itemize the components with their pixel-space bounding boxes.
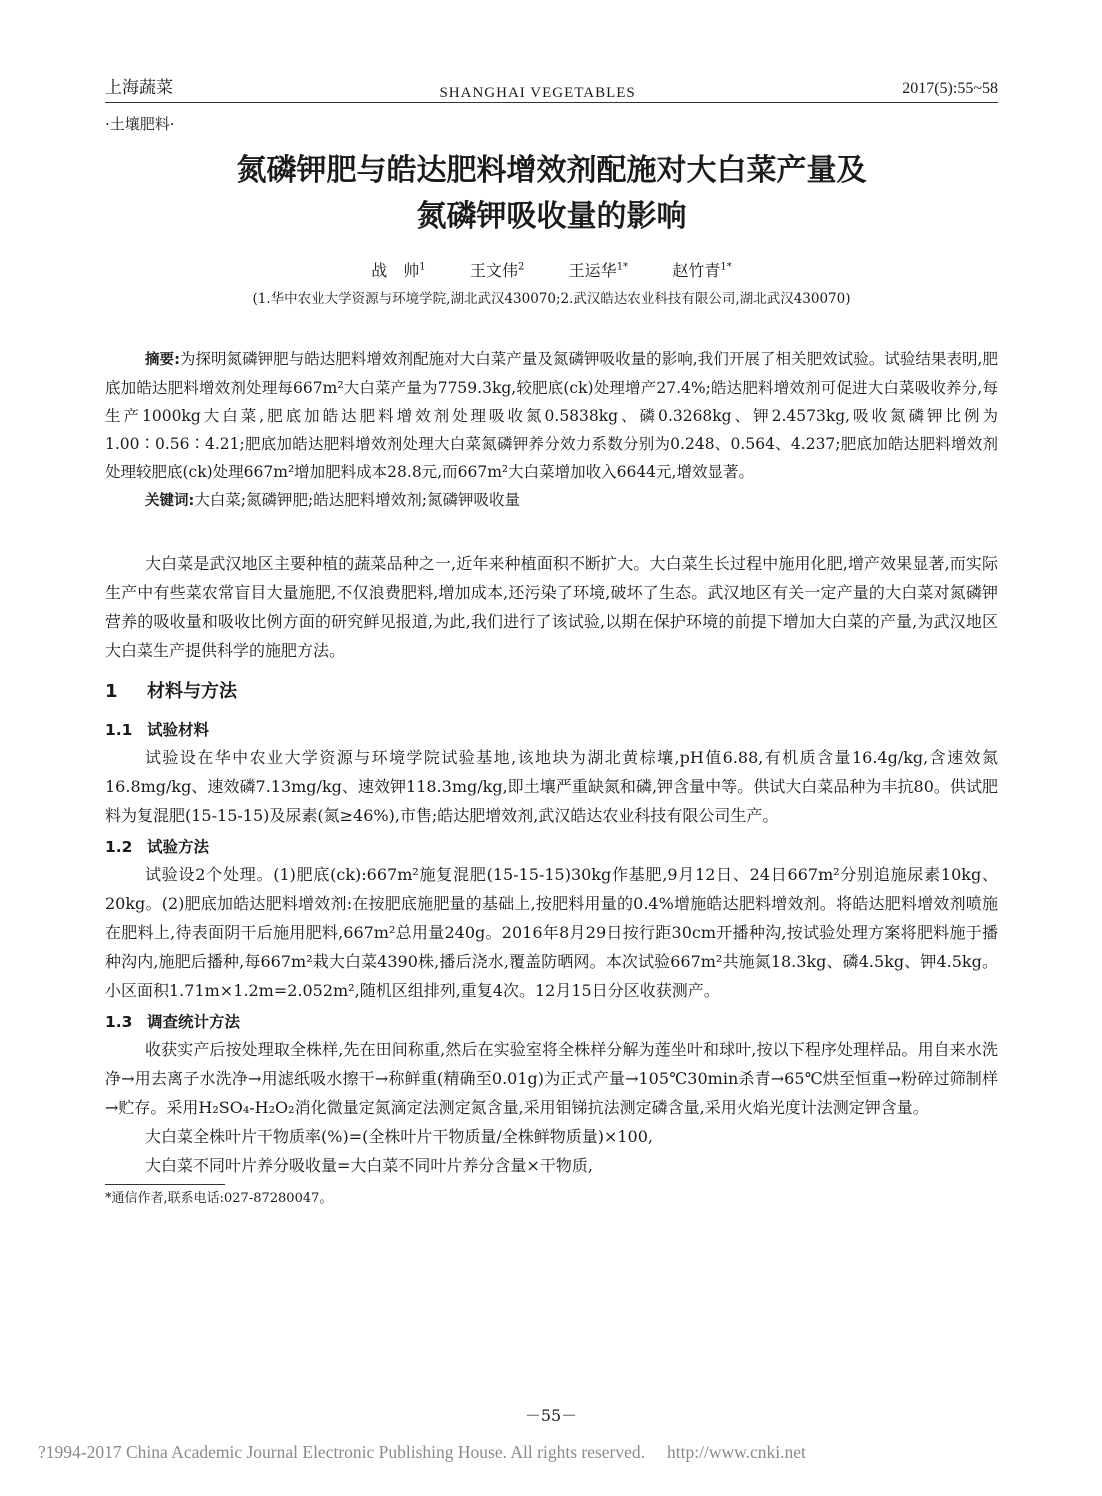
keywords-paragraph xyxy=(105,486,998,515)
author-list xyxy=(105,258,998,281)
formula-nutrient-uptake: 大白菜不同叶片养分吸收量=大白菜不同叶片养分含量×干物质, xyxy=(145,1156,593,1175)
keywords-label: 关键词: xyxy=(145,493,195,509)
title-line-2: 氮磷钾吸收量的影响 xyxy=(416,199,687,234)
section-heading-1-3: 1.3 调查统计方法 xyxy=(105,1013,241,1031)
abstract-label: 摘要: xyxy=(145,352,180,368)
keywords-text: 大白菜;氮磷钾肥;皓达肥料增效剂;氮磷钾吸收量 xyxy=(194,491,520,509)
journal-name-en: SHANGHAI VEGETABLES xyxy=(439,85,636,101)
issue-pages: 2017(5):55~58 xyxy=(902,80,998,97)
abstract xyxy=(105,345,998,515)
section-1-1-body: 试验设在华中农业大学资源与环境学院试验基地,该地块为湖北黄棕壤,pH值6.88,有机质含量16.4g/kg,含速效氮16.8mg/kg、速效磷7.13mg/kg、速效钾118.3mg/kg,即土壤严重缺氮和磷,钾含量中等。供试大白菜品种为丰抗80。供试肥料为复混肥(15-15-15)及尿素(氮≥46%),市售;皓达肥增效剂,武汉皓达农业科技有限公司生产。 xyxy=(105,748,998,825)
copyright-text: ?1994-2017 China Academic Journal Electronic Publishing House. All rights reserved. xyxy=(38,1442,646,1462)
intro-paragraph: 大白菜是武汉地区主要种植的蔬菜品种之一,近年来种植面积不断扩大。大白菜生长过程中施用化肥,增产效果显著,而实际生产中有些菜农常盲目大量施肥,不仅浪费肥料,增加成本,还污染了环境,破坏了生态。武汉地区有关一定产量的大白菜对氮磷钾营养的吸收量和吸收比例方面的研究鲜见报道,为此,我们进行了该试验,以期在保护环境的前提下增加大白菜的产量,为武汉地区大白菜生产提供科学的施肥方法。 xyxy=(105,554,998,660)
section-heading-1: 1 材料与方法 xyxy=(105,681,237,702)
title-line-1: 氮磷钾肥与皓达肥料增效剂配施对大白菜产量及 xyxy=(236,153,867,188)
page-number: －55－ xyxy=(524,1406,578,1425)
paper-page xyxy=(105,68,998,1206)
running-header xyxy=(105,68,998,103)
column-tag: ·土壤肥料· xyxy=(105,115,175,133)
author: 赵竹青$^{1*}$ xyxy=(672,261,732,280)
author: 战 帅$^1$ xyxy=(371,261,426,280)
author: 王运华$^{1*}$ xyxy=(568,261,629,280)
section-1-2-body: 试验设2个处理。(1)肥底(ck):667m²施复混肥(15-15-15)30kg作基肥,9月12日、24日667m²分别追施尿素10kg、20kg。(2)肥底加皓达肥料增效剂:在按肥底施肥量的基础上,按肥料用量的0.4%增施皓达肥料增效剂。将皓达肥料增效剂喷施在肥料上,待表面阴干后施用肥料,667m²总用量240g。2016年8月29日按行距30cm开播种沟,按试验处理方案将肥料施于播种沟内,施肥后播种,每667m²栽大白菜4390株,播后浇水,覆盖防晒网。本次试验667m²共施氮18.3kg、磷4.5kg、钾4.5kg。小区面积1.71m×1.2m=2.052m²,随机区组排列,重复4次。12月15日分区收获测产。 xyxy=(105,865,998,1000)
cnki-url: http://www.cnki.net xyxy=(667,1442,806,1462)
section-1-3-body: 收获实产后按处理取全株样,先在田间称重,然后在实验室将全株样分解为莲坐叶和球叶,按以下程序处理样品。用自来水洗净→用去离子水洗净→用滤纸吸水擦干→称鲜重(精确至0.01g)为正式产量→105℃30min杀青→65℃烘至恒重→粉碎过筛制样→贮存。采用H₂SO₄-H₂O₂消化微量定氮滴定法测定氮含量,采用钼锑抗法测定磷含量,采用火焰光度计法测定钾含量。 大白菜全株叶片干物质率(%)=(全株叶片干物质量/全株鲜物质量)×100, 大白菜不同叶片养分吸收量=大白菜不同叶片养分含量×干物质, xyxy=(105,1035,998,1180)
abstract-text: 为探明氮磷钾肥与皓达肥料增效剂配施对大白菜产量及氮磷钾吸收量的影响,我们开展了相关肥效试验。试验结果表明,肥底加皓达肥料增效剂处理每667m²大白菜产量为7759.3kg,较肥底(ck)处理增产27.4%;皓达肥料增效剂可促进大白菜吸收养分,每生产1000kg大白菜,肥底加皓达肥料增效剂处理吸收氮0.5838kg、磷0.3268kg、钾2.4573kg,吸收氮磷钾比例为1.00∶0.56∶4.21;肥底加皓达肥料增效剂处理大白菜氮磷钾养分效力系数分别为0.248、0.564、4.237;肥底加皓达肥料增效剂处理较肥底(ck)处理667m²增加肥料成本28.8元,而667m²大白菜增加收入6644元,增效显著。 xyxy=(105,350,998,481)
formula-dry-matter: 大白菜全株叶片干物质率(%)=(全株叶片干物质量/全株鲜物质量)×100, xyxy=(145,1127,654,1146)
abstract-paragraph xyxy=(105,345,998,486)
copyright-line xyxy=(38,1442,806,1463)
footnote-rule xyxy=(105,1184,225,1185)
affiliation: (1.华中农业大学资源与环境学院,湖北武汉430070;2.武汉皓达农业科技有限公司,湖北武汉430070) xyxy=(252,291,851,307)
section-heading-1-1: 1.1 试验材料 xyxy=(105,721,210,739)
paper-title xyxy=(105,148,998,240)
author: 王文伟$^2$ xyxy=(469,261,525,280)
introduction xyxy=(105,549,998,665)
section-heading-1-2: 1.2 试验方法 xyxy=(105,838,210,856)
footnote-corresponding: *通信作者,联系电话:027-87280047。 xyxy=(105,1191,333,1206)
journal-name-cn: 上海蔬菜 xyxy=(105,78,173,98)
